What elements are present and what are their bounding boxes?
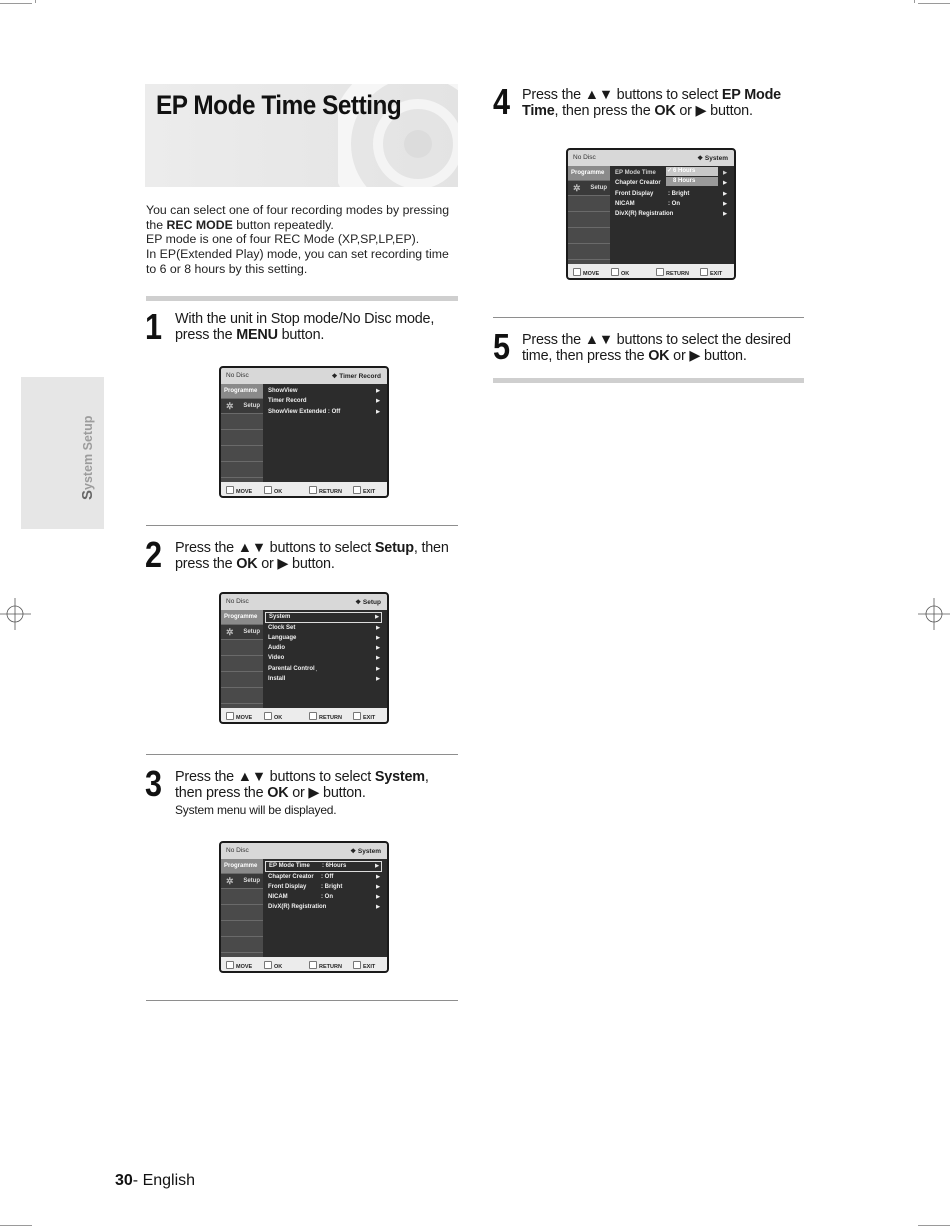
- section-divider: [493, 378, 804, 383]
- osd-exit-hint: EXIT: [353, 712, 375, 721]
- chevron-right-icon: ▶: [375, 614, 379, 620]
- osd-move-hint: MOVE: [226, 486, 252, 495]
- exit-icon: [353, 961, 361, 969]
- osd-screen-system: [219, 841, 389, 973]
- registration-mark-right: [918, 598, 950, 630]
- gear-icon: ✲: [573, 183, 581, 193]
- osd-setup-tab: ✲ Setup: [221, 625, 263, 640]
- osd-header: No Disc ❖ System: [221, 843, 387, 859]
- step-3-text: Press the ▲▼ buttons to select System, then press the OK or ▶ button. System menu will be displayed.: [175, 769, 465, 818]
- section-divider: [146, 296, 458, 301]
- chevron-right-icon: ▶: [376, 894, 380, 901]
- osd-footer: [221, 957, 387, 971]
- section-divider: [146, 525, 458, 526]
- popup-option-8-hours: 8 Hours: [666, 177, 718, 186]
- osd-programme-tab: Programme: [221, 610, 263, 625]
- chevron-right-icon: ▶: [376, 408, 380, 415]
- chevron-right-icon: ▶: [376, 675, 380, 682]
- osd-menu: [265, 386, 382, 417]
- osd-return-hint: RETURN: [309, 961, 342, 970]
- osd-menu-item: Audio ▶: [268, 645, 380, 652]
- gear-icon: ✲: [226, 401, 234, 411]
- osd-ok-hint: OK: [611, 268, 629, 277]
- ok-icon: [611, 268, 619, 276]
- osd-menu-item: Video ▶: [268, 655, 380, 662]
- chevron-right-icon: ▶: [723, 170, 727, 176]
- osd-sidebar: [221, 384, 263, 482]
- osd-menu-item: DivX(R) Registration ▶: [268, 904, 380, 911]
- step-5-text: Press the ▲▼ buttons to select the desired time, then press the OK or ▶ button.: [522, 332, 791, 364]
- popup-option-6-hours: ✓ 6 Hours: [666, 167, 718, 176]
- osd-return-hint: RETURN: [309, 486, 342, 495]
- checkmark-icon: ✓: [667, 168, 673, 174]
- osd-return-hint: RETURN: [309, 712, 342, 721]
- osd-screen-ep-mode: [566, 148, 736, 280]
- title-box: [145, 84, 458, 187]
- osd-ok-hint: OK: [264, 712, 282, 721]
- step-3-subtext: System menu will be displayed.: [175, 803, 337, 817]
- chevron-right-icon: ▶: [376, 645, 380, 652]
- intro-line: You can select one of four recording modes by pressing: [146, 203, 450, 217]
- step-number: 1: [145, 306, 163, 347]
- step-number: 5: [493, 326, 511, 367]
- intro-line: In EP(Extended Play) mode, you can set recording time: [146, 247, 449, 262]
- ok-icon: [264, 712, 272, 720]
- side-tab-label: System Setup: [79, 415, 96, 500]
- osd-setup-tab: ✲ Setup: [221, 874, 263, 889]
- return-icon: [309, 961, 317, 969]
- move-icon: [226, 486, 234, 494]
- osd-programme-tab: Programme: [221, 859, 263, 874]
- osd-menu-item: Front Display : Bright ▶: [268, 883, 380, 890]
- crop-mark: [35, 0, 36, 3]
- osd-menu-item: NICAM : On ▶: [615, 200, 727, 207]
- osd-sidebar: [221, 859, 263, 957]
- chevron-right-icon: ▶: [376, 665, 380, 672]
- crop-mark: [0, 3, 32, 4]
- chevron-right-icon: ▶: [376, 904, 380, 911]
- osd-footer: [221, 482, 387, 496]
- osd-menu-item: ShowView ▶: [268, 388, 380, 394]
- osd-menu-item-selected: System ▶: [265, 612, 382, 623]
- osd-menu-item: Clock Set ▶: [268, 624, 380, 631]
- move-icon: [226, 961, 234, 969]
- osd-header: No Disc ❖ Setup: [221, 594, 387, 610]
- step-number: 2: [145, 534, 163, 575]
- osd-menu-item-selected: EP Mode Time : 6Hours ▶: [265, 861, 382, 872]
- osd-sidebar: [568, 166, 610, 264]
- chevron-right-icon: ▶: [723, 180, 727, 187]
- page-title: EP Mode Time Setting: [156, 90, 402, 120]
- crop-mark: [914, 0, 915, 3]
- osd-footer: [568, 264, 734, 278]
- osd-menu: [265, 861, 382, 913]
- intro-line: to 6 or 8 hours by this setting.: [146, 261, 308, 276]
- chevron-right-icon: ▶: [376, 873, 380, 880]
- chevron-right-icon: ▶: [723, 200, 727, 207]
- move-icon: [226, 712, 234, 720]
- osd-menu-item: Front Display : Bright ▶: [615, 190, 727, 197]
- osd-menu: [265, 612, 382, 684]
- section-divider: [493, 317, 804, 318]
- osd-header: No Disc ❖ Timer Record: [221, 368, 387, 384]
- osd-programme-tab: Programme: [568, 166, 610, 181]
- osd-setup-tab: ✲ Setup: [221, 399, 263, 414]
- section-divider: [146, 754, 458, 755]
- osd-menu-item: Language ▶: [268, 634, 380, 641]
- crop-mark: [918, 3, 950, 4]
- chevron-right-icon: ▶: [723, 211, 727, 218]
- osd-move-hint: MOVE: [226, 712, 252, 721]
- page-number: 30- English: [115, 1172, 196, 1189]
- osd-menu-item: Timer Record ▶: [268, 398, 380, 405]
- osd-hours-popup: [666, 167, 718, 187]
- section-divider: [146, 1000, 458, 1001]
- chevron-right-icon: ▶: [376, 883, 380, 890]
- intro-line: the REC MODE button repeatedly.: [146, 217, 334, 232]
- osd-exit-hint: EXIT: [700, 268, 722, 277]
- crop-mark: [0, 1225, 32, 1226]
- osd-screen-timer-record: [219, 366, 389, 498]
- osd-move-hint: MOVE: [573, 268, 599, 277]
- step-1-text: With the unit in Stop mode/No Disc mode, press the MENU button.: [175, 311, 435, 343]
- return-icon: [309, 486, 317, 494]
- osd-menu-item: ShowView Extended : Off ▶: [268, 408, 380, 415]
- step-2-text: Press the ▲▼ buttons to select Setup, then press the OK or ▶ button.: [175, 540, 449, 572]
- osd-sidebar: [221, 610, 263, 708]
- exit-icon: [353, 712, 361, 720]
- osd-menu-item: DivX(R) Registration ▶: [615, 211, 727, 218]
- step-number: 4: [493, 81, 511, 122]
- gear-icon: ✲: [226, 627, 234, 637]
- move-icon: [573, 268, 581, 276]
- chevron-right-icon: ▶: [376, 398, 380, 405]
- osd-exit-hint: EXIT: [353, 961, 375, 970]
- chevron-right-icon: ▶: [375, 863, 379, 869]
- osd-footer: [221, 708, 387, 722]
- chevron-right-icon: ▶: [376, 634, 380, 641]
- return-icon: [309, 712, 317, 720]
- gear-icon: ✲: [226, 876, 234, 886]
- exit-icon: [700, 268, 708, 276]
- chevron-right-icon: ▶: [376, 388, 380, 394]
- side-tab: [21, 377, 104, 529]
- osd-return-hint: RETURN: [656, 268, 689, 277]
- ok-icon: [264, 486, 272, 494]
- intro-line: EP mode is one of four REC Mode (XP,SP,LP,EP).: [146, 232, 420, 247]
- osd-screen-setup: [219, 592, 389, 724]
- return-icon: [656, 268, 664, 276]
- ok-icon: [264, 961, 272, 969]
- osd-ok-hint: OK: [264, 486, 282, 495]
- exit-icon: [353, 486, 361, 494]
- step-4-text: Press the ▲▼ buttons to select EP Mode Time, then press the OK or ▶ button.: [522, 87, 781, 119]
- osd-move-hint: MOVE: [226, 961, 252, 970]
- step-number: 3: [145, 763, 163, 804]
- intro-text: [146, 203, 461, 277]
- osd-exit-hint: EXIT: [353, 486, 375, 495]
- osd-setup-tab: ✲ Setup: [568, 181, 610, 196]
- osd-menu-item: Chapter Creator ▶: [615, 180, 727, 187]
- osd-programme-tab: Programme: [221, 384, 263, 399]
- chevron-right-icon: ▶: [376, 624, 380, 631]
- osd-header: No Disc ❖ System: [568, 150, 734, 166]
- osd-ok-hint: OK: [264, 961, 282, 970]
- registration-mark-left: [0, 598, 31, 630]
- crop-mark: [918, 1225, 950, 1226]
- osd-menu-item: EP Mode Time ▶: [615, 170, 727, 176]
- chevron-right-icon: ▶: [376, 655, 380, 662]
- osd-menu-item: NICAM : On ▶: [268, 894, 380, 901]
- osd-menu-item: Chapter Creator : Off ▶: [268, 873, 380, 880]
- osd-menu-item: Install ▶: [268, 675, 380, 682]
- osd-menu-item: Parental Control ̣ ▶: [268, 665, 380, 672]
- chevron-right-icon: ▶: [723, 190, 727, 197]
